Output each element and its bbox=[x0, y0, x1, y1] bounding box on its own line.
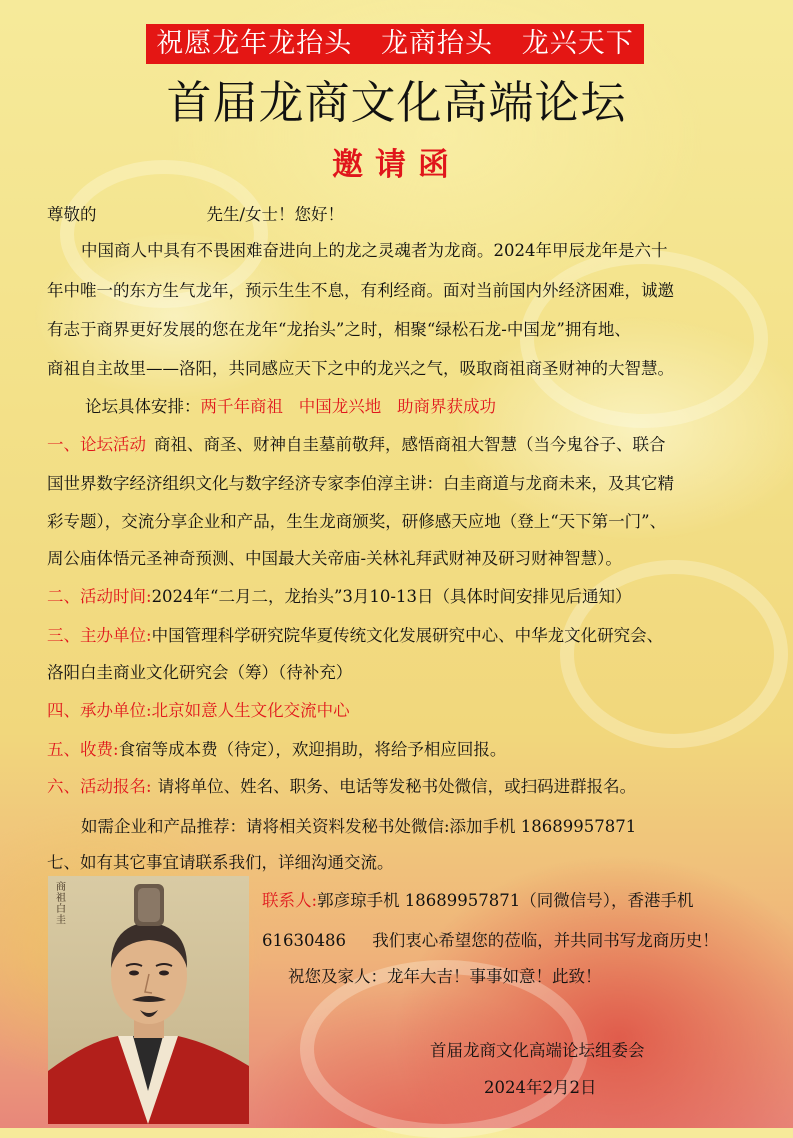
contact-line-2: 61630486 我们衷心希望您的莅临，并共同书写龙商历史！ bbox=[262, 931, 719, 950]
contact-line-1 bbox=[262, 890, 694, 912]
intro-line-1: 中国商人中具有不畏困难奋进向上的龙之灵魂者为龙商。2024年甲辰龙年是六十 bbox=[81, 241, 668, 260]
other-line: 七、如有其它事宜请联系我们，详细沟通交流。 bbox=[47, 853, 394, 872]
intro-line-2: 年中唯一的东方生气龙年，预示生生不息，有利经商。面对当前国内外经济困难，诚邀 bbox=[47, 281, 674, 300]
register-text: 请将单位、姓名、职务、电话等发秘书处微信，或扫码进群报名。 bbox=[157, 777, 637, 796]
contact-label: 联系人: bbox=[262, 891, 318, 910]
activity-label: 一、论坛活动 bbox=[47, 435, 146, 454]
host-line-2: 洛阳白圭商业文化研究会（筹）（待补充） bbox=[47, 663, 353, 682]
signature-date: 2024年2月2日 bbox=[484, 1078, 597, 1097]
organizer-text: 北京如意人生文化交流中心 bbox=[151, 701, 350, 720]
fees-line bbox=[47, 739, 506, 761]
activity-line-3: 彩专题），交流分享企业和产品，生生龙商颁奖，研修感天应地（登上“天下第一门”、 bbox=[47, 512, 667, 531]
page-title: 首届龙商文化高端论坛 bbox=[166, 76, 627, 129]
fees-text: 食宿等成本费（待定），欢迎捐助，将给予相应回报。 bbox=[118, 740, 507, 759]
organizer-label: 四、承办单位: bbox=[47, 701, 152, 720]
contact-text-1: 郭彦琼手机 18689957871（同微信号），香港手机 bbox=[317, 891, 694, 910]
activity-line-1 bbox=[47, 434, 666, 456]
arrangement-label: 论坛具体安排： bbox=[85, 397, 201, 416]
host-label: 三、主办单位: bbox=[47, 626, 152, 645]
activity-line-4: 周公庙体悟元圣神奇预测、中国最大关帝庙-关林礼拜武财神及研习财神智慧）。 bbox=[47, 549, 622, 568]
portrait-caption: 商祖白圭 bbox=[56, 882, 66, 926]
activity-text-1: 商祖、商圣、财神自圭墓前敬拜，感悟商祖大智慧（当今鬼谷子、联合 bbox=[154, 435, 666, 454]
intro-line-4: 商祖自主故里——洛阳，共同感应天下之中的龙兴之气，吸取商祖商圣财神的大智慧。 bbox=[47, 359, 674, 378]
activity-line-2: 国世界数字经济组织文化与数字经济专家李伯淳主讲：白圭商道与龙商未来，及其它精 bbox=[47, 474, 674, 493]
host-text-1: 中国管理科学研究院华夏传统文化发展研究中心、中华龙文化研究会、 bbox=[151, 626, 664, 645]
greeting-prefix: 尊敬的 bbox=[47, 205, 97, 224]
portrait-drawing bbox=[48, 876, 249, 1124]
contact-line-3: 祝您及家人：龙年大吉！事事如意！此致！ bbox=[288, 967, 602, 986]
host-line-1 bbox=[47, 625, 663, 647]
recommend-line: 如需企业和产品推荐：请将相关资料发秘书处微信:添加手机 18689957871 bbox=[81, 817, 637, 836]
time-text: 2024年“二月二，龙抬头”3月10-13日（具体时间安排见后通知） bbox=[151, 587, 632, 606]
greeting-suffix: 先生/女士！您好！ bbox=[206, 205, 345, 224]
arrangement-highlight: 两千年商祖 中国龙兴地 助商界获成功 bbox=[200, 397, 496, 416]
fees-label: 五、收费: bbox=[47, 740, 119, 759]
arrangement-line bbox=[47, 396, 496, 418]
invitation-subtitle: 邀请函 bbox=[332, 147, 461, 183]
register-label: 六、活动报名: bbox=[47, 777, 152, 796]
time-line bbox=[47, 586, 632, 608]
portrait-image bbox=[48, 876, 249, 1124]
register-line bbox=[47, 776, 636, 798]
intro-line-3: 有志于商界更好发展的您在龙年“龙抬头”之时，相聚“绿松石龙-中国龙”拥有地、 bbox=[47, 320, 631, 339]
organizer-line bbox=[47, 700, 350, 722]
greeting-line bbox=[47, 204, 344, 226]
time-label: 二、活动时间: bbox=[47, 587, 152, 606]
signature-org: 首届龙商文化高端论坛组委会 bbox=[430, 1041, 645, 1060]
top-banner: 祝愿龙年龙抬头 龙商抬头 龙兴天下 bbox=[146, 24, 644, 64]
